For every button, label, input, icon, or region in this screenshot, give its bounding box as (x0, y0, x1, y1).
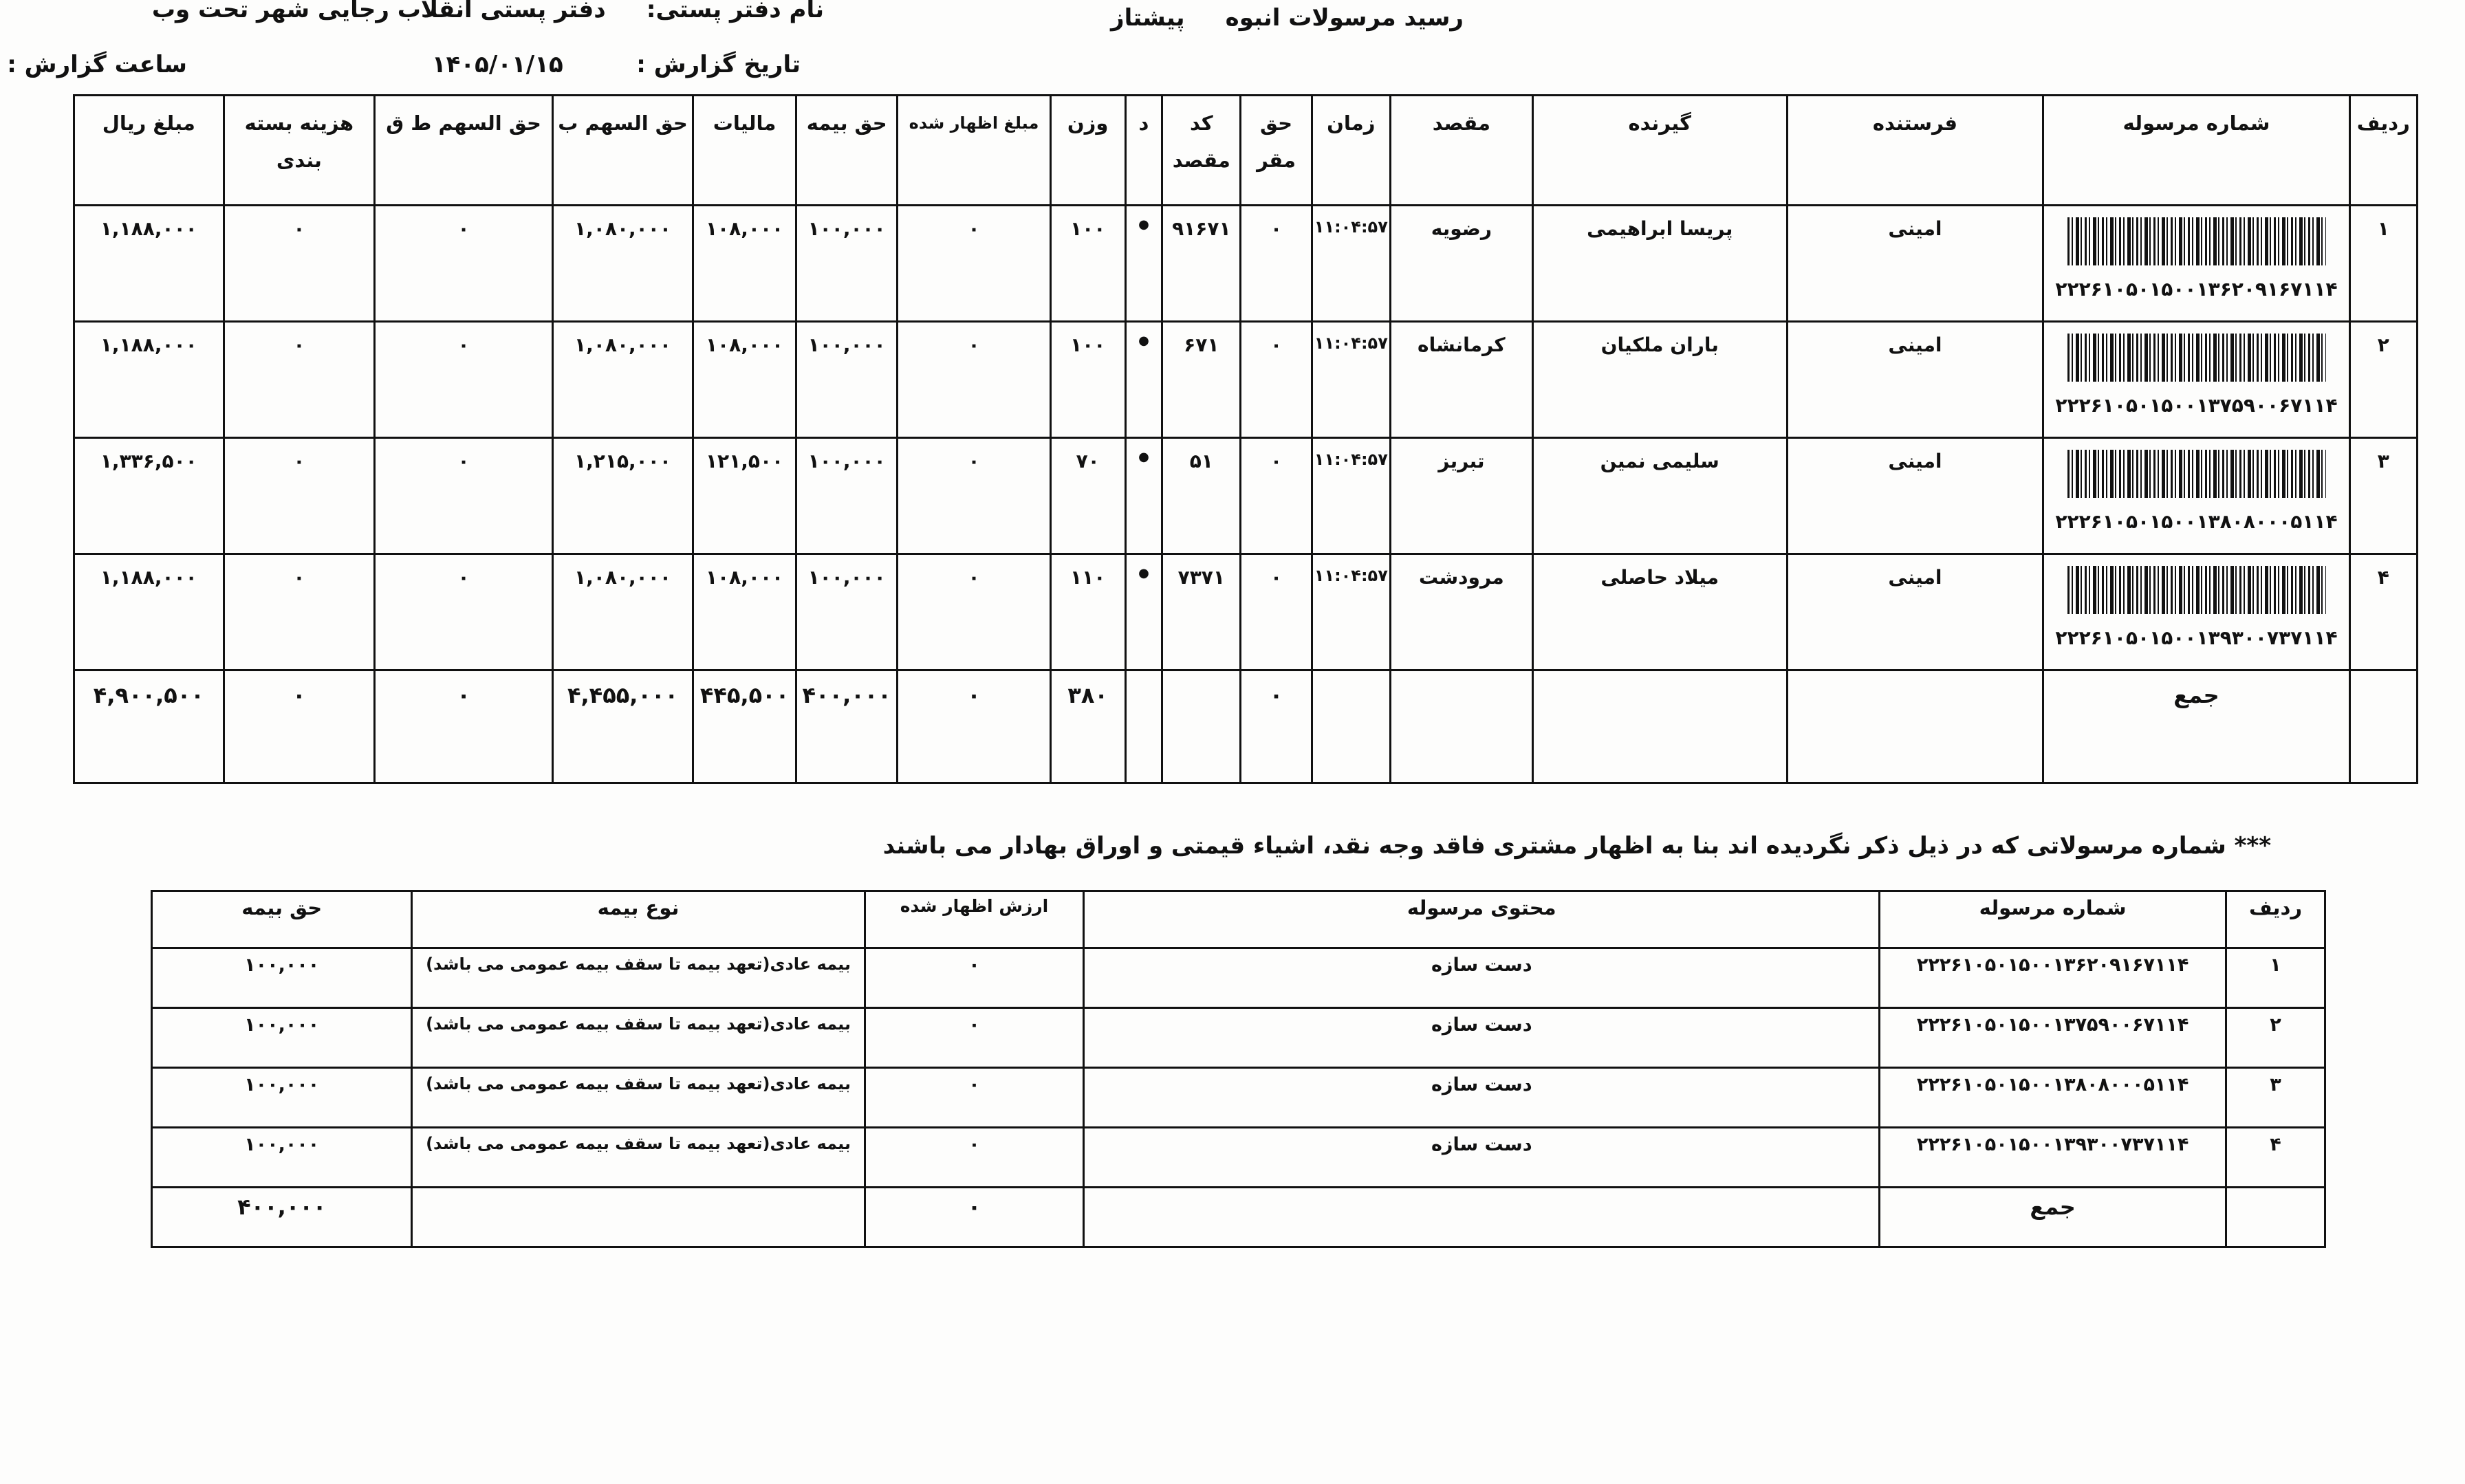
base-fee: ۰ (1241, 322, 1312, 438)
barcode-icon (2067, 450, 2326, 498)
insurance-fee: ۱۰۰,۰۰۰ (152, 948, 412, 1008)
time-label: ساعت گزارش : (7, 51, 187, 78)
insurance-fee: ۱۰۰,۰۰۰ (152, 1128, 412, 1188)
table-row (74, 438, 2418, 554)
receiver: سلیمی نمین (1532, 438, 1787, 554)
declared: ۰ (898, 438, 1051, 554)
base-fee: ۰ (1241, 554, 1312, 670)
tracking-cell (2043, 438, 2349, 554)
tracking-cell (2043, 206, 2349, 322)
insurance-table (151, 890, 2326, 1248)
col-header-share-b: حق السهم ب (553, 96, 693, 206)
tracking-cell (2043, 554, 2349, 670)
col-header-receiver: گیرنده (1532, 96, 1787, 206)
tracking-cell (2043, 322, 2349, 438)
table-row (74, 206, 2418, 322)
ins-total-empty-index (2226, 1188, 2325, 1247)
total-label: جمع (2043, 670, 2349, 783)
col-header-share-tq: حق السهم ط ق (375, 96, 553, 206)
declared: ۰ (865, 948, 1084, 1008)
packing: ۰ (224, 554, 375, 670)
share-b: ۱,۰۸۰,۰۰۰ (553, 554, 693, 670)
ins-col-header-index: ردیف (2226, 891, 2325, 948)
content: دست سازه (1084, 1008, 1880, 1068)
base-fee: ۰ (1241, 438, 1312, 554)
row-index: ۲ (2226, 1008, 2325, 1068)
col-header-base-fee: حق مقر (1241, 96, 1312, 206)
amount: ۱,۱۸۸,۰۰۰ (74, 554, 224, 670)
insurance: ۱۰۰,۰۰۰ (796, 554, 898, 670)
col-header-d: د (1125, 96, 1162, 206)
d-marker: ● (1125, 438, 1162, 554)
tracking-number: ۲۲۲۶۱۰۵۰۱۵۰۰۱۳۷۵۹۰۰۶۷۱۱۴ (2055, 394, 2338, 417)
sender: امینی (1787, 554, 2043, 670)
ins-total-declared: ۰ (865, 1188, 1084, 1247)
dest-code: ۵۱ (1162, 438, 1241, 554)
d-marker: ● (1125, 554, 1162, 670)
tracking-number: ۲۲۲۶۱۰۵۰۱۵۰۰۱۳۷۵۹۰۰۶۷۱۱۴ (1880, 1008, 2226, 1068)
packing: ۰ (224, 322, 375, 438)
office-label: نام دفتر پستی: (646, 0, 824, 23)
share-tq: ۰ (375, 554, 553, 670)
ins-col-header-fee: حق بیمه (152, 891, 412, 948)
total-tax: ۴۴۵,۵۰۰ (693, 670, 796, 783)
declared: ۰ (898, 206, 1051, 322)
row-index: ۳ (2226, 1068, 2325, 1128)
declared: ۰ (898, 322, 1051, 438)
insurance-fee: ۱۰۰,۰۰۰ (152, 1068, 412, 1128)
row-index: ۲ (2349, 322, 2417, 438)
insurance: ۱۰۰,۰۰۰ (796, 438, 898, 554)
ins-col-header-tracking: شماره مرسوله (1880, 891, 2226, 948)
barcode-icon (2067, 334, 2326, 382)
row-index: ۱ (2226, 948, 2325, 1008)
insurance: ۱۰۰,۰۰۰ (796, 322, 898, 438)
col-header-insurance: حق بیمه (796, 96, 898, 206)
amount: ۱,۳۳۶,۵۰۰ (74, 438, 224, 554)
tax: ۱۰۸,۰۰۰ (693, 322, 796, 438)
weight: ۱۰۰ (1050, 206, 1125, 322)
tax: ۱۲۱,۵۰۰ (693, 438, 796, 554)
declared: ۰ (865, 1008, 1084, 1068)
col-header-time: زمان (1312, 96, 1390, 206)
ins-col-header-type: نوع بیمه (412, 891, 865, 948)
packing: ۰ (224, 206, 375, 322)
amount: ۱,۱۸۸,۰۰۰ (74, 206, 224, 322)
receipt-title-text: رسید مرسولات انبوه (1225, 4, 1464, 32)
dest-code: ۹۱۶۷۱ (1162, 206, 1241, 322)
destination: رضویه (1390, 206, 1532, 322)
insurance-fee: ۱۰۰,۰۰۰ (152, 1008, 412, 1068)
tax: ۱۰۸,۰۰۰ (693, 554, 796, 670)
total-base-fee: ۰ (1241, 670, 1312, 783)
tracking-number: ۲۲۲۶۱۰۵۰۱۵۰۰۱۳۶۲۰۹۱۶۷۱۱۴ (1880, 948, 2226, 1008)
table-row (74, 554, 2418, 670)
total-amount: ۴,۹۰۰,۵۰۰ (74, 670, 224, 783)
date-label: تاریخ گزارش : (636, 51, 801, 78)
ins-total-empty-content (1084, 1188, 1880, 1247)
sender: امینی (1787, 206, 2043, 322)
content: دست سازه (1084, 1128, 1880, 1188)
share-tq: ۰ (375, 322, 553, 438)
ins-total-label: جمع (1880, 1188, 2226, 1247)
col-header-tracking: شماره مرسوله (2043, 96, 2349, 206)
row-index: ۴ (2349, 554, 2417, 670)
dest-code: ۷۳۷۱ (1162, 554, 1241, 670)
base-fee: ۰ (1241, 206, 1312, 322)
content: دست سازه (1084, 1068, 1880, 1128)
insurance: ۱۰۰,۰۰۰ (796, 206, 898, 322)
total-empty-d (1125, 670, 1162, 783)
tax: ۱۰۸,۰۰۰ (693, 206, 796, 322)
col-header-declared: مبلغ اظهار شده (898, 96, 1051, 206)
ins-col-header-content: محتوی مرسوله (1084, 891, 1880, 948)
col-header-packing: هزینه بسته بندی (224, 96, 375, 206)
packing: ۰ (224, 438, 375, 554)
table-row (152, 1068, 2325, 1128)
d-marker: ● (1125, 206, 1162, 322)
col-header-tax: مالیات (693, 96, 796, 206)
col-header-sender: فرستنده (1787, 96, 2043, 206)
ins-col-header-declared: ارزش اظهار شده (865, 891, 1084, 948)
col-header-dest-code: کد مقصد (1162, 96, 1241, 206)
barcode-icon (2067, 217, 2326, 265)
sender: امینی (1787, 438, 2043, 554)
total-empty-code (1162, 670, 1241, 783)
note-text: *** شماره مرسولاتی که در ذیل ذکر نگردیده اند بنا به اظهار مشتری فاقد وجه نقد، اشیاء قیمتی و اوراق بهادار می باشند (882, 832, 2271, 860)
shipments-header-row (74, 96, 2418, 206)
ins-total-empty-type (412, 1188, 865, 1247)
dest-code: ۶۷۱ (1162, 322, 1241, 438)
total-empty-dest (1390, 670, 1532, 783)
total-row (74, 670, 2418, 783)
receiver: باران ملکیان (1532, 322, 1787, 438)
declared: ۰ (865, 1128, 1084, 1188)
tracking-number: ۲۲۲۶۱۰۵۰۱۵۰۰۱۳۸۰۸۰۰۰۵۱۱۴ (1880, 1068, 2226, 1128)
total-empty-index (2349, 670, 2417, 783)
office-line (152, 0, 824, 23)
shipments-table (73, 94, 2418, 784)
date-line (432, 51, 801, 78)
content: دست سازه (1084, 948, 1880, 1008)
share-b: ۱,۲۱۵,۰۰۰ (553, 438, 693, 554)
insurance-type: بیمه عادی(تعهد بیمه تا سقف بیمه عمومی می باشد) (412, 948, 865, 1008)
total-empty-receiver (1532, 670, 1787, 783)
col-header-destination: مقصد (1390, 96, 1532, 206)
total-empty-sender (1787, 670, 2043, 783)
time: ۱۱:۰۴:۵۷ (1312, 322, 1390, 438)
office-name: دفتر پستی انقلاب رجایی شهر تحت وب (151, 0, 606, 23)
time: ۱۱:۰۴:۵۷ (1312, 438, 1390, 554)
time: ۱۱:۰۴:۵۷ (1312, 206, 1390, 322)
ins-total-fee: ۴۰۰,۰۰۰ (152, 1188, 412, 1247)
total-share-b: ۴,۴۵۵,۰۰۰ (553, 670, 693, 783)
share-tq: ۰ (375, 206, 553, 322)
insurance-total-row (152, 1188, 2325, 1247)
declared: ۰ (865, 1068, 1084, 1128)
insurance-type: بیمه عادی(تعهد بیمه تا سقف بیمه عمومی می باشد) (412, 1128, 865, 1188)
insurance-header-row (152, 891, 2325, 948)
table-row (152, 1128, 2325, 1188)
time-line (0, 51, 187, 78)
total-share-tq: ۰ (375, 670, 553, 783)
weight: ۷۰ (1050, 438, 1125, 554)
receipt-title (1111, 4, 1464, 32)
declared: ۰ (898, 554, 1051, 670)
time: ۱۱:۰۴:۵۷ (1312, 554, 1390, 670)
total-declared: ۰ (898, 670, 1051, 783)
weight: ۱۱۰ (1050, 554, 1125, 670)
row-index: ۳ (2349, 438, 2417, 554)
destination: مرودشت (1390, 554, 1532, 670)
insurance-type: بیمه عادی(تعهد بیمه تا سقف بیمه عمومی می باشد) (412, 1068, 865, 1128)
weight: ۱۰۰ (1050, 322, 1125, 438)
total-weight: ۳۸۰ (1050, 670, 1125, 783)
service-type: پیشتاز (1111, 4, 1185, 32)
d-marker: ● (1125, 322, 1162, 438)
row-index: ۴ (2226, 1128, 2325, 1188)
receiver: پریسا ابراهیمی (1532, 206, 1787, 322)
table-row (152, 1008, 2325, 1068)
share-tq: ۰ (375, 438, 553, 554)
destination: تبریز (1390, 438, 1532, 554)
total-packing: ۰ (224, 670, 375, 783)
date-value: ۱۴۰۵/۰۱/۱۵ (431, 51, 563, 78)
receiver: میلاد حاصلی (1532, 554, 1787, 670)
amount: ۱,۱۸۸,۰۰۰ (74, 322, 224, 438)
table-row (152, 948, 2325, 1008)
col-header-row-index: ردیف (2349, 96, 2417, 206)
col-header-weight: وزن (1050, 96, 1125, 206)
tracking-number: ۲۲۲۶۱۰۵۰۱۵۰۰۱۳۶۲۰۹۱۶۷۱۱۴ (2055, 278, 2338, 301)
sender: امینی (1787, 322, 2043, 438)
row-index: ۱ (2349, 206, 2417, 322)
table-row (74, 322, 2418, 438)
tracking-number: ۲۲۲۶۱۰۵۰۱۵۰۰۱۳۹۳۰۰۷۳۷۱۱۴ (2055, 626, 2338, 649)
tracking-number: ۲۲۲۶۱۰۵۰۱۵۰۰۱۳۹۳۰۰۷۳۷۱۱۴ (1880, 1128, 2226, 1188)
share-b: ۱,۰۸۰,۰۰۰ (553, 206, 693, 322)
barcode-icon (2067, 566, 2326, 614)
total-insurance: ۴۰۰,۰۰۰ (796, 670, 898, 783)
col-header-amount: مبلغ ریال (74, 96, 224, 206)
insurance-type: بیمه عادی(تعهد بیمه تا سقف بیمه عمومی می باشد) (412, 1008, 865, 1068)
destination: کرمانشاه (1390, 322, 1532, 438)
tracking-number: ۲۲۲۶۱۰۵۰۱۵۰۰۱۳۸۰۸۰۰۰۵۱۱۴ (2055, 510, 2338, 533)
share-b: ۱,۰۸۰,۰۰۰ (553, 322, 693, 438)
total-empty-time (1312, 670, 1390, 783)
